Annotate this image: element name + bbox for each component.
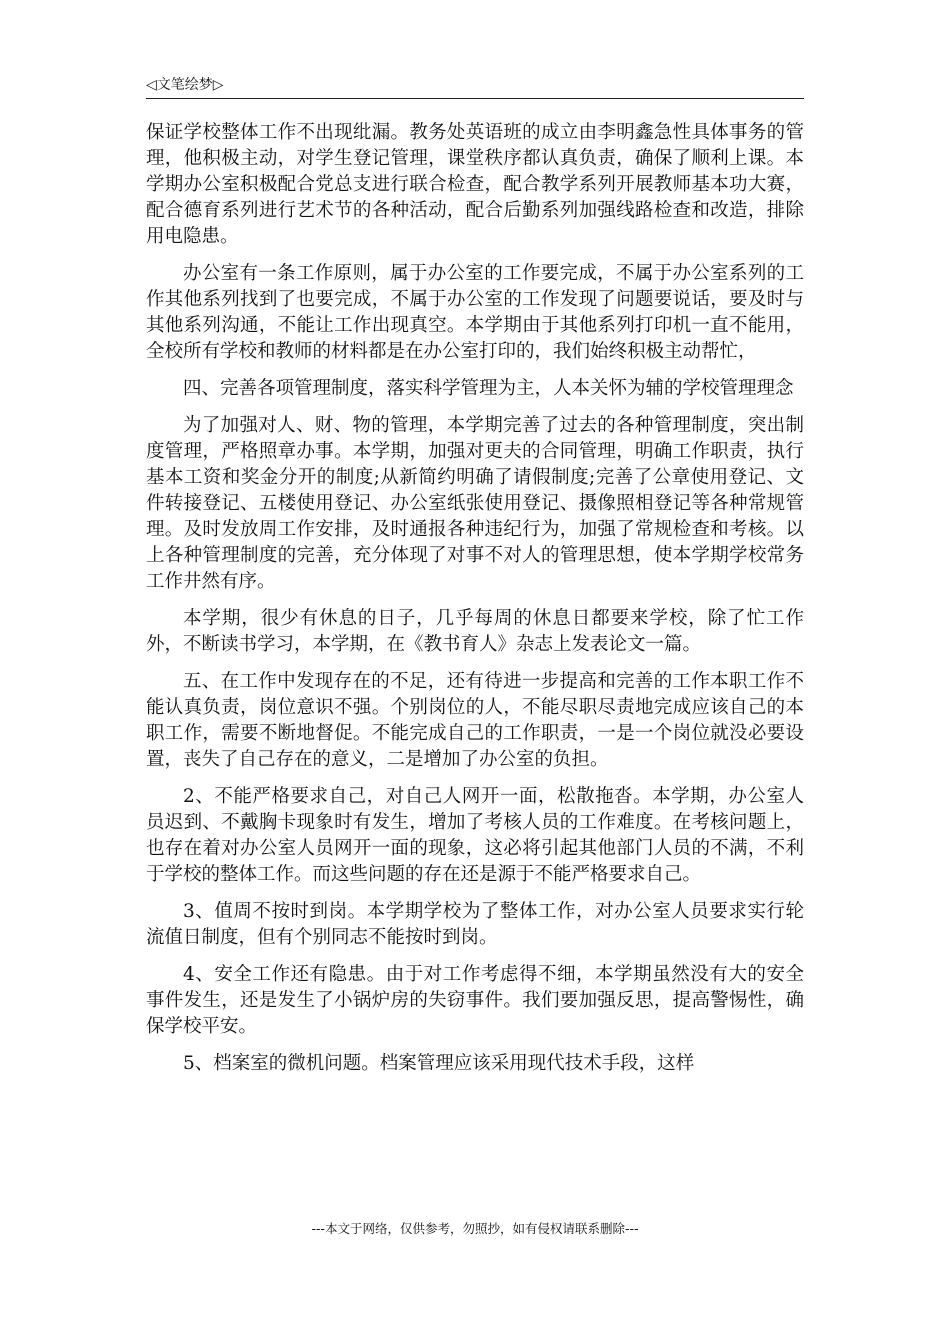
- list-item: 4、安全工作还有隐患。由于对工作考虑得不细，本学期虽然没有大的安全事件发生，还是发生了小锅炉房的失窃事件。我们要加强反思，提高警惕性，确保学校平安。: [146, 964, 804, 1037]
- paragraph: 保证学校整体工作不出现纰漏。教务处英语班的成立由李明鑫急性具体事务的管理，他积极主动，对学生登记管理，课堂秩序都认真负责，确保了顺利上课。本学期办公室积极配合党总支进行联合检查，配合教学系列开展教师基本功大赛，配合德育系列进行艺术节的各种活动，配合后勤系列加强线路检查和改造，排除用电隐患。: [146, 122, 804, 247]
- header-logo: ◁文笔绘梦▷: [146, 77, 224, 93]
- paragraph: 为了加强对人、财、物的管理，本学期完善了过去的各种管理制度，突出制度管理，严格照章办事。本学期，加强对更夫的合同管理，明确工作职责，执行基本工资和奖金分开的制度;从新简约明确了请假制度;完善了公章使用登记、文件转接登记、五楼使用登记、办公室纸张使用登记、摄像照相登记等各种常规管理。及时发放周工作安排，及时通报各种违纪行为，加强了常规检查和考核。以上各种管理制度的完善，充分体现了对事不对人的管理思想，使本学期学校常务工作井然有序。: [146, 415, 804, 592]
- document-body: [146, 120, 804, 1088]
- page-header: [146, 70, 804, 99]
- paragraph: 本学期，很少有休息的日子，几乎每周的休息日都要来学校，除了忙工作外，不断读书学习，本学期，在《教书育人》杂志上发表论文一篇。: [146, 608, 804, 655]
- section-heading: 五、在工作中发现存在的不足，还有待进一步提高和完善的工作本职工作不能认真负责，岗位意识不强。个别岗位的人，不能尽职尽责地完成应该自己的本职工作，需要不断地督促。不能完成自己的工作职责，一是一个岗位就没必要设置，丧失了自己存在的意义，二是增加了办公室的负担。: [146, 671, 804, 770]
- section-heading: 四、完善各项管理制度，落实科学管理为主，人本关怀为辅的学校管理理念: [183, 378, 794, 399]
- list-item: 3、值周不按时到岗。本学期学校为了整体工作，对办公室人员要求实行轮流值日制度，但有个别同志不能按时到岗。: [146, 901, 804, 948]
- paragraph: 办公室有一条工作原则，属于办公室的工作要完成，不属于办公室系列的工作其他系列找到了也要完成，不属于办公室的工作发现了问题要说话，要及时与其他系列沟通，不能让工作出现真空。本学期由于其他系列打印机一直不能用，全校所有学校和教师的材料都是在办公室打印的，我们始终积极主动帮忙，: [146, 263, 804, 362]
- list-item: 2、不能严格要求自己，对自己人网开一面，松散拖沓。本学期，办公室人员迟到、不戴胸卡现象时有发生，增加了考核人员的工作难度。在考核问题上，也存在着对办公室人员网开一面的现象，这必将引起其他部门人员的不满，不利于学校的整体工作。而这些问题的存在还是源于不能严格要求自己。: [146, 786, 804, 885]
- page-footer: ---本文于网络，仅供参考，勿照抄，如有侵权请联系删除---: [311, 1221, 639, 1236]
- list-item: 5、档案室的微机问题。档案管理应该采用现代技术手段，这样: [183, 1053, 695, 1074]
